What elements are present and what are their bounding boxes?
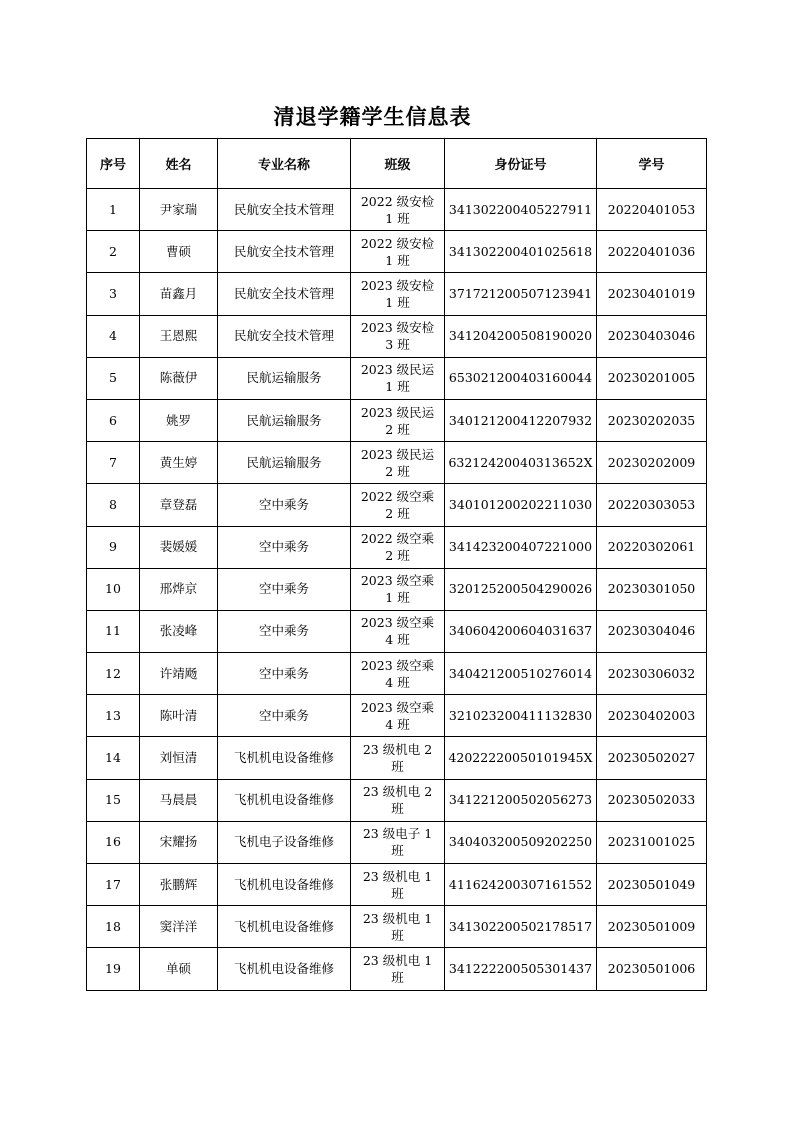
cell-id-card: 340604200604031637 [445,610,597,652]
cell-class: 23 级机电 2 班 [351,737,445,779]
cell-major: 空中乘务 [218,526,351,568]
cell-id-card: 341204200508190020 [445,315,597,357]
table-row [87,442,707,484]
cell-name: 邢烨京 [140,568,218,610]
cell-id-card: 340101200202211030 [445,484,597,526]
table-row [87,189,707,231]
cell-major: 民航安全技术管理 [218,315,351,357]
table-row [87,653,707,695]
table-row [87,948,707,990]
cell-student-id: 20220303053 [597,484,707,526]
cell-student-id: 20230401019 [597,273,707,315]
cell-id-card: 341302200401025618 [445,231,597,273]
cell-major: 民航安全技术管理 [218,273,351,315]
cell-seq: 9 [87,526,140,568]
cell-student-id: 20220401053 [597,189,707,231]
cell-student-id: 20230501009 [597,906,707,948]
cell-seq: 13 [87,695,140,737]
cell-class: 23 级机电 2 班 [351,779,445,821]
cell-id-card: 653021200403160044 [445,357,597,399]
header-class: 班级 [351,139,445,189]
cell-name: 宋耀扬 [140,821,218,863]
cell-student-id: 20230304046 [597,610,707,652]
cell-student-id: 20231001025 [597,821,707,863]
cell-seq: 5 [87,357,140,399]
table-header-row [87,139,707,189]
cell-class: 2023 级空乘 4 班 [351,695,445,737]
cell-id-card: 371721200507123941 [445,273,597,315]
cell-student-id: 20230403046 [597,315,707,357]
table-row [87,864,707,906]
cell-seq: 4 [87,315,140,357]
cell-id-card: 340421200510276014 [445,653,597,695]
cell-name: 黄生婷 [140,442,218,484]
cell-seq: 19 [87,948,140,990]
cell-major: 民航运输服务 [218,357,351,399]
table-row [87,568,707,610]
table-row [87,821,707,863]
cell-student-id: 20230301050 [597,568,707,610]
cell-id-card: 411624200307161552 [445,864,597,906]
cell-name: 曹硕 [140,231,218,273]
cell-name: 陈叶清 [140,695,218,737]
table-row [87,695,707,737]
page-title: 清退学籍学生信息表 [273,105,472,129]
cell-major: 民航安全技术管理 [218,189,351,231]
student-info-table [86,138,707,991]
cell-class: 2023 级安检 1 班 [351,273,445,315]
cell-student-id: 20230501049 [597,864,707,906]
cell-seq: 17 [87,864,140,906]
cell-class: 2022 级安检 1 班 [351,231,445,273]
cell-student-id: 20230202035 [597,399,707,441]
cell-name: 张凌峰 [140,610,218,652]
cell-class: 2022 级空乘 2 班 [351,484,445,526]
cell-major: 飞机机电设备维修 [218,864,351,906]
cell-name: 陈薇伊 [140,357,218,399]
cell-major: 空中乘务 [218,568,351,610]
header-id-card: 身份证号 [445,139,597,189]
cell-name: 马晨晨 [140,779,218,821]
table-row [87,906,707,948]
cell-student-id: 20220401036 [597,231,707,273]
cell-student-id: 20230402003 [597,695,707,737]
table-body [87,189,707,991]
cell-student-id: 20230306032 [597,653,707,695]
cell-name: 刘恒清 [140,737,218,779]
cell-major: 空中乘务 [218,610,351,652]
cell-id-card: 341423200407221000 [445,526,597,568]
cell-name: 裴媛媛 [140,526,218,568]
cell-major: 空中乘务 [218,695,351,737]
cell-id-card: 340121200412207932 [445,399,597,441]
cell-seq: 7 [87,442,140,484]
table-row [87,526,707,568]
header-student-id: 学号 [597,139,707,189]
cell-student-id: 20230202009 [597,442,707,484]
cell-name: 许靖飏 [140,653,218,695]
cell-major: 空中乘务 [218,653,351,695]
cell-major: 飞机机电设备维修 [218,737,351,779]
table-row [87,610,707,652]
cell-major: 民航运输服务 [218,442,351,484]
cell-name: 苗鑫月 [140,273,218,315]
cell-student-id: 20230201005 [597,357,707,399]
cell-name: 章登磊 [140,484,218,526]
cell-class: 23 级机电 1 班 [351,948,445,990]
cell-seq: 8 [87,484,140,526]
cell-student-id: 20230502027 [597,737,707,779]
cell-class: 2023 级民运 2 班 [351,399,445,441]
header-name: 姓名 [140,139,218,189]
cell-class: 23 级电子 1 班 [351,821,445,863]
cell-student-id: 20220302061 [597,526,707,568]
cell-name: 张鹏辉 [140,864,218,906]
cell-seq: 2 [87,231,140,273]
cell-id-card: 42022220050101945X [445,737,597,779]
table-row [87,779,707,821]
cell-class: 23 级机电 1 班 [351,906,445,948]
cell-major: 空中乘务 [218,484,351,526]
cell-seq: 18 [87,906,140,948]
cell-class: 23 级机电 1 班 [351,864,445,906]
cell-class: 2022 级空乘 2 班 [351,526,445,568]
cell-seq: 14 [87,737,140,779]
cell-seq: 1 [87,189,140,231]
cell-seq: 11 [87,610,140,652]
cell-class: 2022 级安检 1 班 [351,189,445,231]
cell-class: 2023 级空乘 4 班 [351,610,445,652]
cell-seq: 10 [87,568,140,610]
table-row [87,315,707,357]
cell-major: 民航运输服务 [218,399,351,441]
table-row [87,737,707,779]
table-row [87,231,707,273]
cell-student-id: 20230501006 [597,948,707,990]
cell-seq: 16 [87,821,140,863]
cell-student-id: 20230502033 [597,779,707,821]
cell-id-card: 341221200502056273 [445,779,597,821]
cell-seq: 12 [87,653,140,695]
cell-name: 王恩熙 [140,315,218,357]
cell-class: 2023 级民运 1 班 [351,357,445,399]
cell-id-card: 321023200411132830 [445,695,597,737]
cell-seq: 6 [87,399,140,441]
cell-name: 窦洋洋 [140,906,218,948]
cell-class: 2023 级民运 2 班 [351,442,445,484]
header-major: 专业名称 [218,139,351,189]
cell-id-card: 341302200405227911 [445,189,597,231]
cell-id-card: 320125200504290026 [445,568,597,610]
cell-class: 2023 级空乘 1 班 [351,568,445,610]
table-row [87,484,707,526]
cell-major: 飞机机电设备维修 [218,779,351,821]
table-row [87,399,707,441]
cell-seq: 15 [87,779,140,821]
cell-major: 飞机机电设备维修 [218,906,351,948]
cell-id-card: 341302200502178517 [445,906,597,948]
header-seq: 序号 [87,139,140,189]
cell-major: 飞机机电设备维修 [218,948,351,990]
table-row [87,273,707,315]
cell-id-card: 63212420040313652X [445,442,597,484]
cell-id-card: 341222200505301437 [445,948,597,990]
cell-name: 单硕 [140,948,218,990]
cell-class: 2023 级空乘 4 班 [351,653,445,695]
cell-id-card: 340403200509202250 [445,821,597,863]
cell-name: 尹家瑞 [140,189,218,231]
cell-major: 飞机电子设备维修 [218,821,351,863]
cell-major: 民航安全技术管理 [218,231,351,273]
cell-seq: 3 [87,273,140,315]
cell-name: 姚罗 [140,399,218,441]
cell-class: 2023 级安检 3 班 [351,315,445,357]
table-row [87,357,707,399]
